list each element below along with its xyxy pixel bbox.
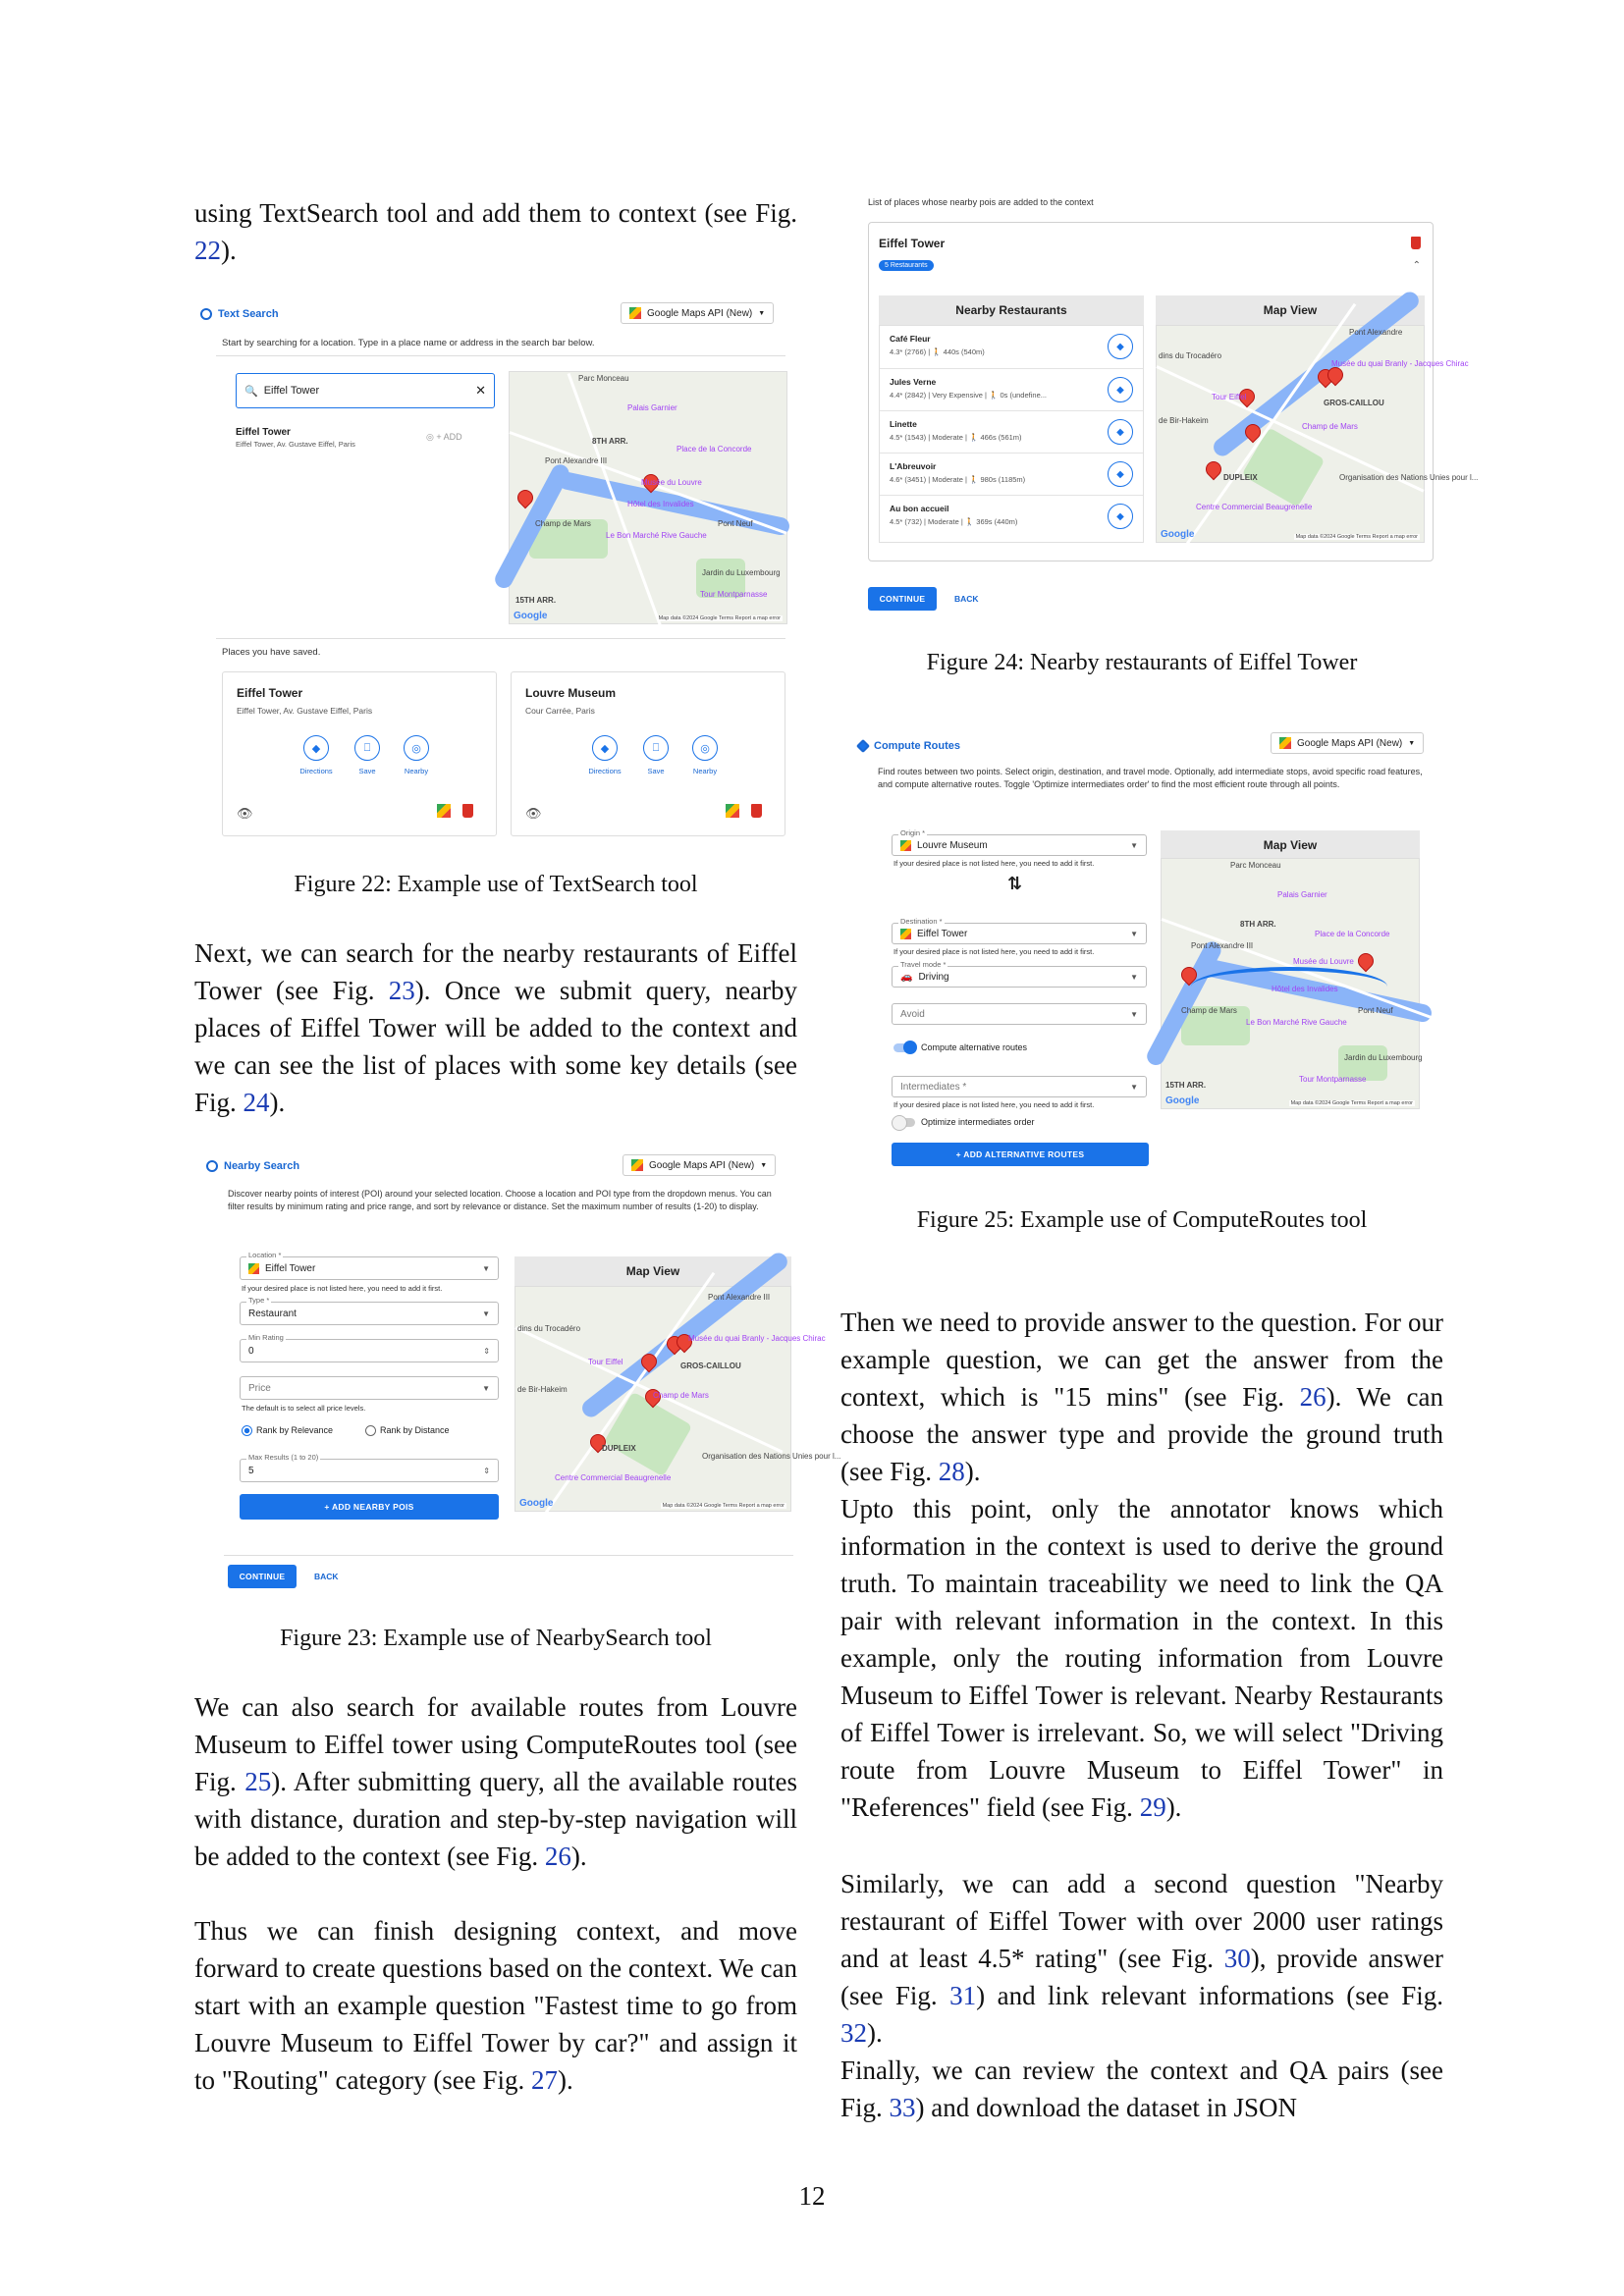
not-listed-note: If your desired place is not listed here, you need to add it first. [242,1284,443,1293]
rank-distance-radio[interactable]: Rank by Distance [365,1425,450,1436]
description-text: Discover nearby points of interest (POI) around your selected location. Choose a location and POI type from the dropdown menus. You can filter results by minimum rating and price range, and sort by relevance or distance. Set the maximum number of results (1-20) to display. [228,1189,772,1211]
saved-card-louvre: Louvre Museum Cour Carrée, Paris ◆ ⎕ ◎ Directions Save Nearby 👁 [511,671,785,836]
instruction-text: Start by searching for a location. Type in a place name or address in the search bar below. [222,338,595,348]
directions-button[interactable]: ◆ [303,735,329,761]
swap-icon[interactable]: ⇅ [1007,874,1023,893]
google-maps-icon [631,1159,643,1171]
travel-mode-select[interactable]: Travel mode * 🚗 Driving ▼ [892,966,1147,988]
map-view[interactable]: Pont Alexandre dins du Trocadéro Musée du quai Branly - Jacques Chirac Tour Eiffel GROS-CAILLOU de Bir-Hakeim Champ de Mars DUPLEIX Organisation des Nations Unies pour l... Centre Commercial Beaugrenelle Google Map data ©2024 Google Terms Report a map error [1156,325,1425,543]
google-maps-icon [248,1263,259,1274]
fig-ref-link[interactable]: 22 [194,236,221,265]
chevron-down-icon: ▼ [1130,1009,1138,1019]
chevron-down-icon: ▼ [482,1263,490,1273]
google-maps-icon[interactable] [437,804,451,818]
chevron-down-icon: ▼ [1130,840,1138,850]
eye-icon[interactable]: 👁 [525,806,542,821]
map-view[interactable]: Pont Alexandre III dins du Trocadéro Musée du quai Branly - Jacques Chirac Tour Eiffel GROS-CAILLOU de Bir-Hakeim Champ de Mars DUPLEIX Organisation des Nations Unies pour l... Centre Commercial Beaugrenelle Google Map data ©2024 Google Terms Report a map error [514,1286,791,1512]
chevron-down-icon: ▼ [1130,972,1138,982]
restaurants-badge: 5 Restaurants [879,260,934,271]
delete-icon[interactable] [1411,237,1421,249]
chevron-down-icon: ▼ [1130,929,1138,938]
api-selector[interactable]: Google Maps API (New) ▼ [1271,732,1424,754]
paragraph-routes: We can also search for available routes from Louvre Museum to Eiffel tower using ComputeRoutes tool (see Fig. 25). After submitting query, all the available routes with distance, duration and step-by-step navigation will be added to the context (see Fig. 26). [194,1692,797,1871]
fig-ref-link[interactable]: 25 [244,1767,272,1796]
paragraph-textsearch-end: using TextSearch tool and add them to context (see Fig. 22). [194,198,797,265]
list-item[interactable]: Jules Verne 4.4* (2842) | Very Expensive | 🚶 0s (undefine... ◆ [880,368,1143,410]
chevron-up-icon[interactable]: ⌃ [1412,260,1421,271]
list-item[interactable]: Linette 4.5* (1543) | Moderate | 🚶 466s (561m) ◆ [880,410,1143,453]
fig-ref-link[interactable]: 26 [544,1842,571,1871]
figure-23-nearbysearch [194,1147,841,1598]
map-view-header: Map View [1161,830,1420,858]
fig-ref-link[interactable]: 26 [1299,1382,1326,1412]
not-listed-note: If your desired place is not listed here, you need to add it first. [893,1100,1095,1109]
restaurant-list [879,325,1144,543]
paragraph-then: Then we need to provide answer to the question. For our example question, we can get the answer from the context, which is "15 mins" (see Fig. 26). We can choose the answer type and provide the ground truth (see Fig. 28). [840,1308,1443,1486]
map-view[interactable]: Parc Monceau Palais Garnier 8TH ARR. Place de la Concorde Pont Alexandre III Musée du Louvre Hôtel des Invalides Champ de Mars Pont Neuf Le Bon Marché Rive Gauche Jardin du Luxembourg Tour Montparnasse 15TH ARR. Google Map data ©2024 Google Terms Report a map error [509,371,787,624]
directions-icon[interactable]: ◆ [1108,419,1133,445]
price-select[interactable]: Price ▼ [240,1376,499,1400]
paragraph-nearby: Next, we can search for the nearby restaurants of Eiffel Tower (see Fig. 23). Once we submit query, nearby places of Eiffel Tower will be added to the context and we can see the list of places with some key details (see Fig. 24). [194,938,797,1117]
chevron-down-icon: ▼ [760,1161,768,1169]
optimize-order-toggle[interactable]: Optimize intermediates order [893,1117,1035,1127]
api-selector[interactable]: Google Maps API (New) ▼ [623,1154,776,1176]
paragraph-finally: Finally, we can review the context and QA pairs (see Fig. 33) and download the dataset in JSON [840,2056,1443,2122]
fig-ref-link[interactable]: 28 [938,1457,965,1486]
chevron-down-icon: ▼ [482,1383,490,1393]
close-icon[interactable]: ✕ [475,383,486,398]
paragraph-thus: Thus we can finish designing context, and move forward to create questions based on the context. We can start with an example question "Fastest time to go from Louvre Museum to Eiffel Tower by car?" and assign it to "Routing" category (see Fig. 27). [194,1916,797,2095]
fig-ref-link[interactable]: 27 [530,2065,558,2095]
figure-22-textsearch [194,294,793,844]
not-listed-note: If your desired place is not listed here, you need to add it first. [893,947,1095,956]
intermediates-select[interactable]: Intermediates * ▼ [892,1076,1147,1097]
restaurant-pin-icon[interactable] [1203,458,1225,481]
min-rating-input[interactable]: Min Rating 0 ⇕ [240,1339,499,1362]
back-button[interactable]: BACK [954,594,979,604]
caption-fig22: Figure 22: Example use of TextSearch tool [294,872,698,897]
list-item[interactable]: Café Fleur 4.3* (2766) | 🚶 440s (540m) ◆ [880,326,1143,368]
delete-icon[interactable] [462,804,473,818]
alternative-routes-toggle[interactable]: Compute alternative routes [893,1042,1027,1052]
back-button[interactable]: BACK [314,1572,339,1581]
not-listed-note: If your desired place is not listed here, you need to add it first. [893,859,1095,868]
fig-ref-link[interactable]: 24 [243,1088,270,1117]
chevron-down-icon: ▼ [482,1308,490,1318]
price-note: The default is to select all price levels. [242,1404,366,1413]
search-icon: 🔍 [244,385,258,398]
add-alternative-routes-button[interactable]: + ADD ALTERNATIVE ROUTES [892,1143,1149,1166]
fig-ref-link[interactable]: 30 [1223,1944,1251,1973]
figure-24-nearby-restaurants [862,192,1479,614]
nearby-button[interactable]: ◎ [404,735,429,761]
directions-icon[interactable]: ◆ [1108,377,1133,402]
compute-routes-header: Compute Routes [858,740,960,752]
api-selector[interactable]: Google Maps API (New) ▼ [621,302,774,324]
list-item[interactable]: L'Abreuvoir 4.6* (3451) | Moderate | 🚶 980s (1185m) ◆ [880,453,1143,495]
description-text: Find routes between two points. Select origin, destination, and travel mode. Optionally, add intermediate stops, avoid specific road features, and compute alternative routes. Toggle 'Optimize intermediates order' to find the most efficient route through all points. [878,767,1423,789]
louvre-pin-icon[interactable] [1355,950,1378,973]
map-view-header: Map View [514,1256,791,1286]
fig-ref-link[interactable]: 23 [388,976,415,1005]
avoid-select[interactable]: Avoid ▼ [892,1003,1147,1025]
google-maps-icon [629,307,641,319]
nearby-button[interactable]: ◎ [692,735,718,761]
figure-25-computeroutes [854,726,1443,1182]
map-view[interactable]: Parc Monceau Palais Garnier 8TH ARR. Place de la Concorde Pont Alexandre III Musée du Louvre Hôtel des Invalides Champ de Mars Pont Neuf Le Bon Marché Rive Gauche Jardin du Luxembourg Tour Montparnasse 15TH ARR. Google Map data ©2024 Google Terms Report a map error [1161,858,1420,1109]
location-select[interactable]: Location * Eiffel Tower ▼ [240,1256,499,1280]
car-icon: 🚗 [900,971,913,983]
caption-fig24: Figure 24: Nearby restaurants of Eiffel Tower [926,650,1358,675]
place-card: Eiffel Tower 5 Restaurants ⌃ Nearby Restaurants Café Fleur 4.3* (2766) | 🚶 440s (540m) ◆ Jules Verne 4.4* (2842) | Very Expensive | 🚶 0s (undefine... ◆ Linette 4.5* (1543) | Moderate | 🚶 466s (561m) ◆ L'Abreuvoir 4.6* (3451) | Moderate | 🚶 980s (1185m) ◆ Au bon accueil 4.5* (732) | Moderate | 🚶 369s (440m) ◆ Map View Pont Alexandre dins du Trocadéro Musée du quai Branly - Jacques Chirac Tour Eiffel GROS-CAILLOU de Bir-Hakeim Champ de Mars DUPLEIX Organisation des Nations Unies pour l... Centre Commercial Beaugrenelle Google Map data ©2024 Google Terms Report a map error [868,222,1434,561]
fig-ref-link[interactable]: 31 [949,1981,977,2010]
nearby-search-header: Nearby Search [206,1160,299,1172]
locate-icon: ◎ [426,432,434,442]
saved-card-eiffel: Eiffel Tower Eiffel Tower, Av. Gustave Eiffel, Paris ◆ ⎕ ◎ Directions Save Nearby 👁 [222,671,497,836]
google-logo: Google [519,1498,554,1509]
paragraph-upto: Upto this point, only the annotator knows which information in the context is used to derive the ground truth. To maintain traceability we need to link the QA pair with relevant information in the context. In this example, only the routing information from Louvre Museum to Eiffel Tower is relevant. Nearby Restaurants of Eiffel Tower is irrelevant. So, we will select "Driving route from Louvre Museum to Eiffel Tower" in "References" field (see Fig. 29). [840,1494,1443,1822]
map-view-header: Map View [1156,295,1425,325]
add-result-button[interactable]: ◎ + ADD [426,432,462,442]
save-button[interactable]: ⎕ [643,735,669,761]
stepper-icon[interactable]: ⇕ [483,1466,490,1475]
fig-ref-link[interactable]: 29 [1139,1792,1166,1822]
search-input[interactable]: 🔍 Eiffel Tower ✕ [236,373,495,408]
google-maps-icon [900,929,911,939]
continue-button[interactable]: CONTINUE [868,587,937,611]
directions-icon[interactable]: ◆ [1108,504,1133,529]
directions-icon[interactable]: ◆ [1108,461,1133,487]
directions-icon [856,739,870,753]
page-number: 12 [798,2181,826,2211]
max-results-input[interactable]: Max Results (1 to 20) 5 ⇕ [240,1459,499,1482]
list-item[interactable]: Au bon accueil 4.5* (732) | Moderate | 🚶 369s (440m) ◆ [880,495,1143,537]
chevron-down-icon: ▼ [1408,739,1416,747]
google-maps-icon[interactable] [726,804,739,818]
google-logo: Google [514,611,548,621]
text-search-header: Text Search [200,308,279,320]
context-list-header: List of places whose nearby pois are added to the context [868,197,1094,207]
caption-fig23: Figure 23: Example use of NearbySearch tool [280,1626,712,1651]
fig-ref-link[interactable]: 33 [889,2093,916,2122]
chevron-down-icon: ▼ [1130,1082,1138,1092]
search-icon [200,308,212,320]
caption-fig25: Figure 25: Example use of ComputeRoutes tool [916,1207,1368,1233]
location-icon [206,1160,218,1172]
eye-icon[interactable]: 👁 [237,806,253,821]
origin-select[interactable]: Origin * Louvre Museum ▼ [892,834,1147,856]
type-select[interactable]: Type * Restaurant ▼ [240,1302,499,1325]
paragraph-similarly: Similarly, we can add a second question "Nearby restaurant of Eiffel Tower with over 2000 user ratings and at least 4.5* rating" (see Fig. 30), provide answer (see Fig. 31) and link relevant informations (see Fig. 32). [840,1869,1443,2048]
directions-button[interactable]: ◆ [592,735,618,761]
fig-ref-link[interactable]: 32 [840,2018,867,2048]
google-maps-icon [1279,737,1291,749]
nearby-restaurants-header: Nearby Restaurants [879,295,1144,325]
delete-icon[interactable] [751,804,762,818]
google-maps-icon [900,840,911,851]
saved-places-label: Places you have saved. [222,647,321,658]
continue-button[interactable]: CONTINUE [228,1565,297,1588]
directions-icon[interactable]: ◆ [1108,334,1133,359]
google-logo: Google [1165,1095,1200,1106]
stepper-icon[interactable]: ⇕ [483,1346,490,1356]
rank-relevance-radio[interactable]: Rank by Relevance [242,1425,333,1436]
add-nearby-pois-button[interactable]: + ADD NEARBY POIS [240,1494,499,1520]
search-result[interactable]: Eiffel Tower Eiffel Tower, Av. Gustave Eiffel, Paris [236,427,355,449]
save-button[interactable]: ⎕ [354,735,380,761]
chevron-down-icon: ▼ [758,309,766,317]
google-logo: Google [1161,529,1195,540]
destination-select[interactable]: Destination * Eiffel Tower ▼ [892,923,1147,944]
